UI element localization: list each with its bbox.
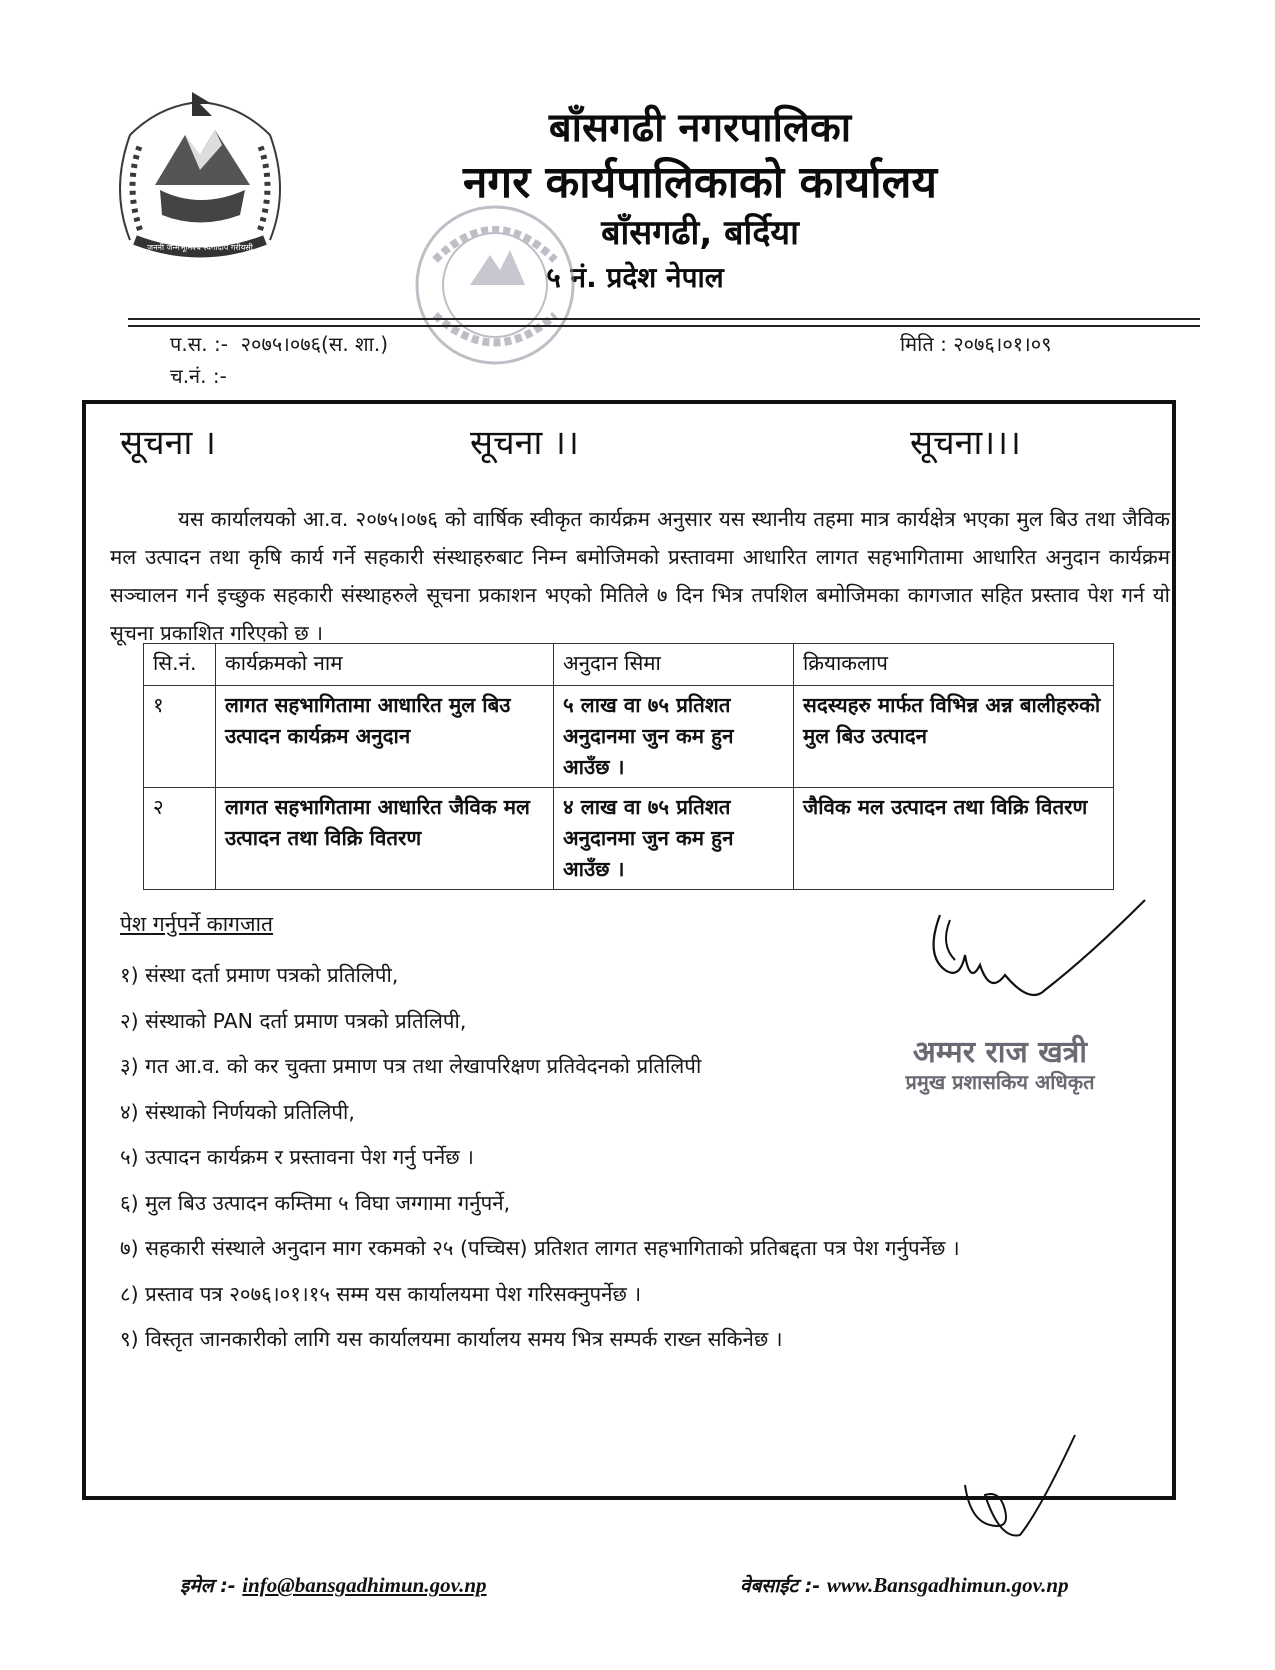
list-item: ४) संस्थाको निर्णयको प्रतिलिपी, [120, 1099, 355, 1124]
notice-heading-2: सूचना ।। [470, 423, 579, 463]
website-link[interactable]: www.Bansgadhimun.gov.np [826, 1573, 1069, 1597]
list-item: १) संस्था दर्ता प्रमाण पत्रको प्रतिलिपी, [120, 963, 399, 987]
table-row [144, 686, 1114, 788]
email-label: इमेल :- [180, 1575, 236, 1597]
ref-label: प.स. :- [170, 332, 228, 356]
col-header-sn: सि.नं. [144, 644, 216, 686]
cell-program: लागत सहभागितामा आधारित जैविक मल उत्पादन तथा विक्रि वितरण [216, 788, 554, 890]
office-location: बाँसगढी, बर्दिया [601, 213, 799, 253]
email-link[interactable]: info@bansgadhimun.gov.np [242, 1573, 487, 1597]
footer-email [180, 1572, 487, 1598]
cell-limit: ४ लाख वा ७५ प्रतिशत अनुदानमा जुन कम हुन आउँछ । [554, 788, 794, 890]
table-header-row [144, 644, 1114, 686]
col-header-activity: क्रियाकलाप [794, 644, 1114, 686]
nepal-emblem-icon [100, 90, 300, 260]
cell-program: लागत सहभागितामा आधारित मुल बिउ उत्पादन कार्यक्रम अनुदान [216, 686, 554, 788]
website-label: वेबसाईट :- [740, 1575, 821, 1597]
province-line: ५ नं. प्रदेश नेपाल [546, 261, 724, 294]
initials-signature [960, 1430, 1080, 1545]
date-line [900, 330, 1052, 357]
office-stamp [400, 200, 590, 370]
list-item: ३) गत आ.व. को कर चुक्ता प्रमाण पत्र तथा लेखापरिक्षण प्रतिवेदनको प्रतिलिपी [120, 1054, 702, 1078]
list-item: ९) विस्तृत जानकारीको लागि यस कार्यालयमा कार्यालय समय भित्र सम्पर्क राख्न सकिनेछ । [120, 1327, 783, 1351]
cell-sn: २ [144, 788, 216, 890]
emblem-motto: जननी जन्मभूमिश्च स्वर्गादपि गरीयसी [147, 243, 253, 252]
table-row [144, 788, 1114, 890]
date-label: मिति : [900, 332, 947, 356]
list-item: ८) प्रस्ताव पत्र २०७६।०१।१५ सम्म यस कार्यालयमा पेश गरिसक्नुपर्नेछ । [120, 1281, 642, 1306]
reference-line [170, 330, 388, 357]
list-item: ७) सहकारी संस्थाले अनुदान माग रकमको २५ (पच्चिस) प्रतिशत लागत सहभागिताको प्रतिबद्दता पत्र पेश गर्नुपर्नेछ । [120, 1236, 960, 1260]
list-item: ६) मुल बिउ उत्पादन कम्तिमा ५ विघा जग्गामा गर्नुपर्ने, [120, 1190, 511, 1215]
grant-program-table [143, 643, 1114, 890]
refno-label: च.नं. :- [170, 364, 227, 388]
list-item: २) संस्थाको PAN दर्ता प्रमाण पत्रको प्रतिलिपी, [120, 1008, 467, 1033]
cell-limit: ५ लाख वा ७५ प्रतिशत अनुदानमा जुन कम हुन आउँछ । [554, 686, 794, 788]
list-item: ५) उत्पादन कार्यक्रम र प्रस्तावना पेश गर्नु पर्नेछ । [120, 1145, 474, 1169]
officer-title: प्रमुख प्रशासकिय अधिकृत [905, 1070, 1095, 1094]
cell-activity: जैविक मल उत्पादन तथा विक्रि वितरण [794, 788, 1114, 890]
documents-heading: पेश गर्नुपर्ने कागजात [120, 912, 274, 936]
ref-value: २०७५।०७६(स. शा.) [240, 332, 388, 356]
cell-sn: १ [144, 686, 216, 788]
date-value: २०७६।०१।०९ [953, 332, 1052, 356]
officer-name: अम्मर राज खत्री [912, 1035, 1088, 1070]
municipality-name: बाँसगढी नगरपालिका [548, 105, 852, 151]
dispatch-number-line [170, 362, 227, 389]
notice-body: यस कार्यालयको आ.व. २०७५।०७६ को वार्षिक स्वीकृत कार्यक्रम अनुसार यस स्थानीय तहमा मात्र कार्यक्षेत्र भएका मुल बिउ तथा जैविक मल उत्पादन तथा कृषि कार्य गर्ने सहकारी संस्थाहरुबाट निम्न बमोजिमको प्रस्तावमा आधारित लागत सहभागितामा आधारित अनुदान कार्यक्रम सञ्चालन गर्न इच्छुक सहकारी संस्थाहरुले सूचना प्रकाशन भएको मितिले ७ दिन भित्र तपशिल बमोजिमका कागजात सहित प्रस्ताव पेश गर्न यो सूचना प्रकाशित गरिएको छ । [110, 507, 1170, 645]
col-header-limit: अनुदान सिमा [554, 644, 794, 686]
col-header-program: कार्यक्रमको नाम [216, 644, 554, 686]
footer-website [740, 1572, 1069, 1598]
cell-activity: सदस्यहरु मार्फत विभिन्न अन्न बालीहरुको मुल बिउ उत्पादन [794, 686, 1114, 788]
notice-heading-1: सूचना । [120, 423, 216, 463]
officer-signature [920, 895, 1150, 1015]
office-name: नगर कार्यपालिकाको कार्यालय [463, 157, 937, 208]
notice-heading-3: सूचना।।। [910, 423, 1021, 463]
